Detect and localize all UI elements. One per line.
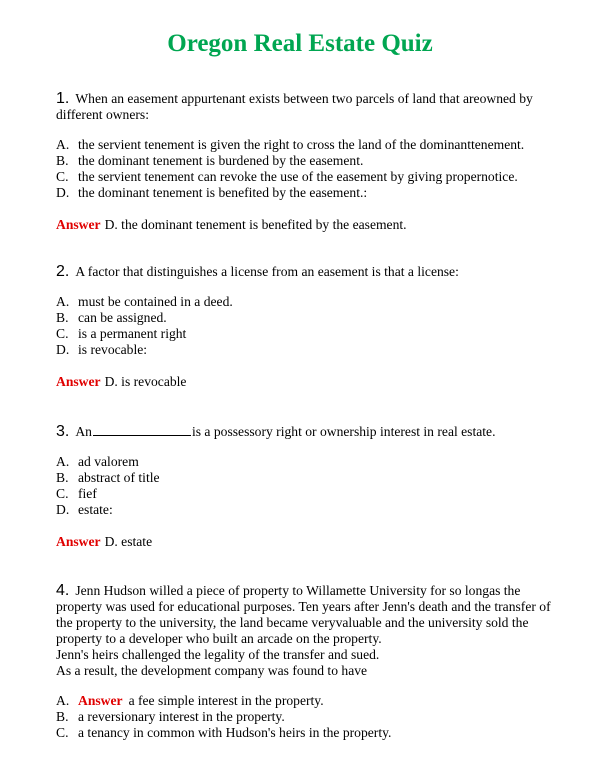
option-a: A. Answer a fee simple interest in the property. (56, 693, 324, 708)
answer-line (56, 374, 556, 390)
page-title: Oregon Real Estate Quiz (167, 30, 433, 57)
question-text: 3. An is a possessory right or ownership interest in real estate. (56, 423, 496, 440)
question-1 (56, 91, 556, 233)
option-d: D. estate: (56, 502, 113, 517)
answer-label: Answer (56, 217, 101, 232)
option-b: B. the dominant tenement is burdened by the easement. (56, 153, 364, 168)
option-c: C. fief (56, 486, 97, 501)
option-c: C. the servient tenement can revoke the use of the easement by giving propernotice. (56, 169, 518, 184)
question-text: 2. A factor that distinguishes a license from an easement is that a license: (56, 263, 459, 280)
answer-line (56, 217, 556, 233)
option-a: A. ad valorem (56, 454, 139, 469)
answer-text: D. is revocable (104, 374, 187, 389)
question-text: 1. When an easement appurtenant exists between two parcels of land that areowned by different owners: (56, 90, 533, 122)
question-number: 1. (56, 90, 70, 107)
answer-label: Answer (56, 374, 101, 389)
options-list (56, 454, 556, 518)
option-b: B. can be assigned. (56, 310, 167, 325)
question-number: 4. (56, 582, 70, 599)
question-2 (56, 264, 556, 390)
question-3 (56, 424, 556, 550)
question-text-line3: As a result, the development company was found to have (56, 663, 368, 678)
question-text: 4. Jenn Hudson willed a piece of property to Willamette University for so longas the property was used for educational purposes. Ten years after Jenn's death and the transfer of the property to the university, the land became veryvaluable and the university sold the property to a developer who built an arcade on the property. (56, 582, 551, 646)
answer-label: Answer (78, 693, 123, 708)
answer-text: D. the dominant tenement is benefited by the easement. (104, 217, 407, 232)
answer-text: D. estate (104, 534, 153, 549)
option-b: B. abstract of title (56, 470, 160, 485)
question-4 (56, 583, 556, 741)
fill-in-blank (93, 425, 191, 436)
option-c: C. a tenancy in common with Hudson's heirs in the property. (56, 725, 392, 740)
option-d: D. the dominant tenement is benefited by the easement.: (56, 185, 368, 200)
question-number: 3. (56, 423, 70, 440)
options-list (56, 294, 556, 358)
option-c: C. is a permanent right (56, 326, 187, 341)
answer-line (56, 534, 556, 550)
option-a: A. must be contained in a deed. (56, 294, 233, 309)
question-number: 2. (56, 263, 70, 280)
option-b: B. a reversionary interest in the property. (56, 709, 285, 724)
options-list (56, 693, 556, 741)
option-d: D. is revocable: (56, 342, 148, 357)
answer-label: Answer (56, 534, 101, 549)
question-text-line2: Jenn's heirs challenged the legality of the transfer and sued. (56, 647, 380, 662)
options-list (56, 137, 556, 201)
option-a: A. the servient tenement is given the right to cross the land of the dominanttenement. (56, 137, 525, 152)
